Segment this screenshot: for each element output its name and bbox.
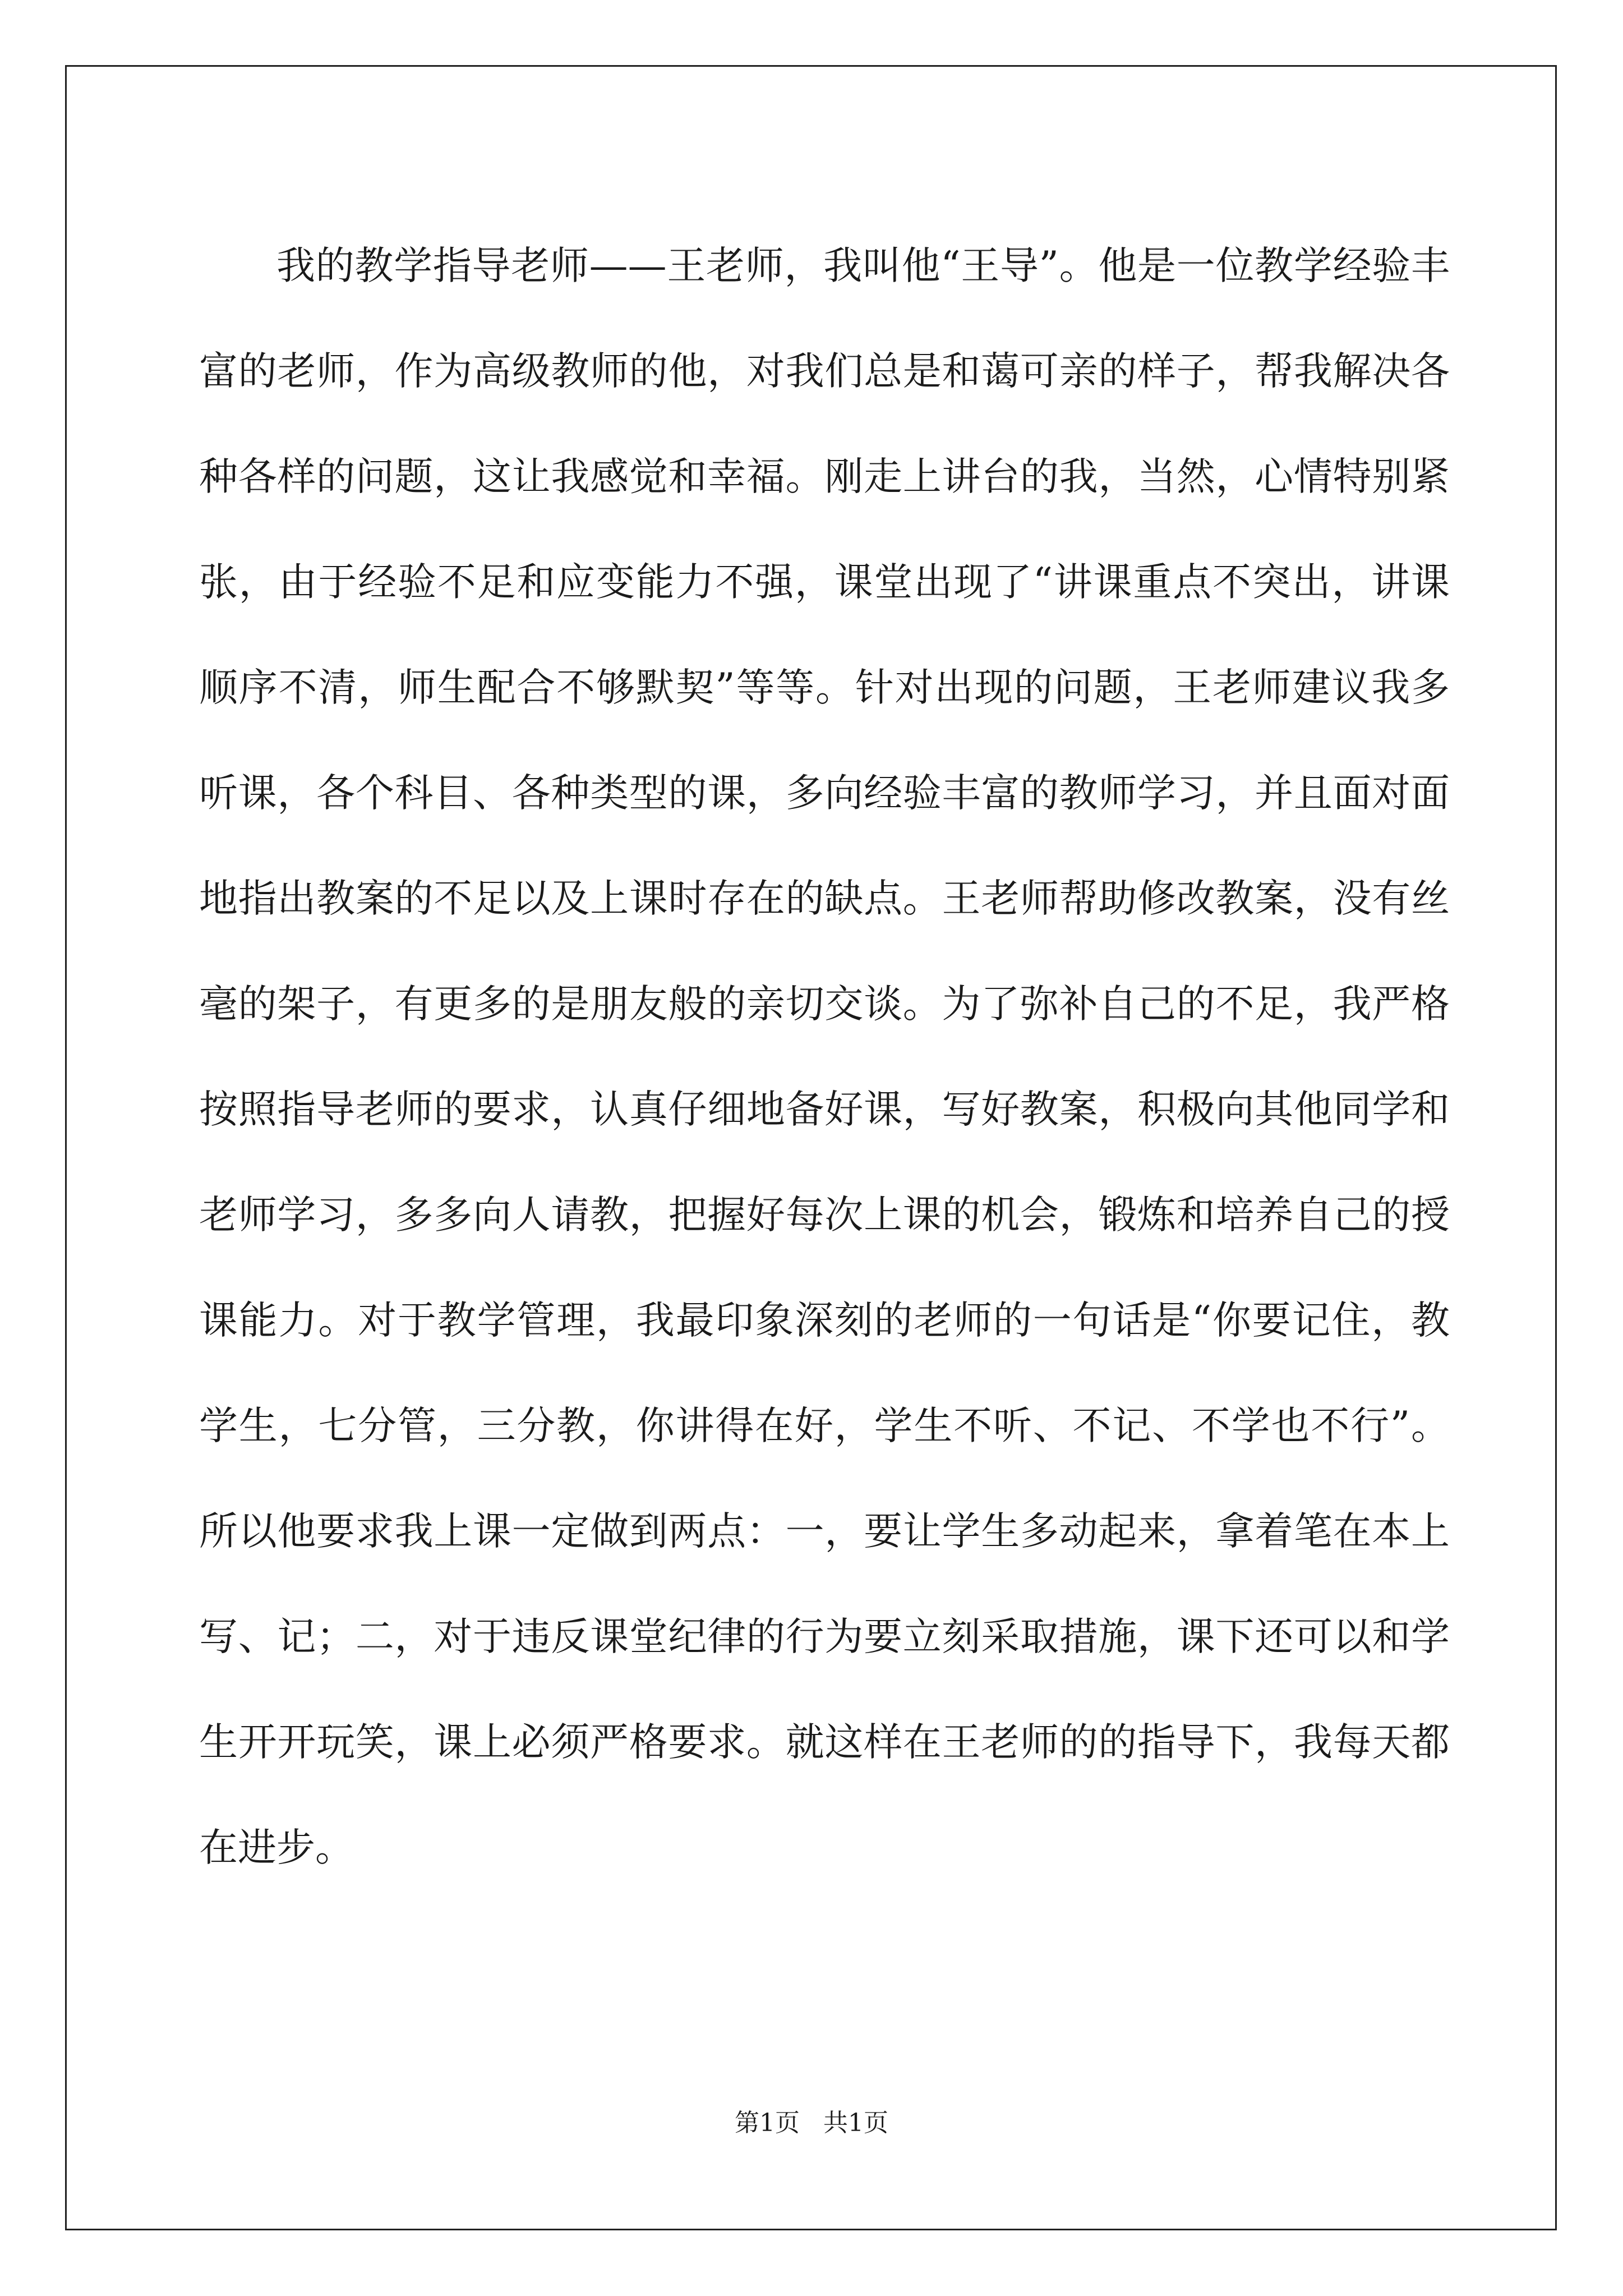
body-paragraph: 我的教学指导老师——王老师，我叫他“王导”。他是一位教学经验丰富的老师，作为高级教师的他，对我们总是和蔼可亲的样子，帮我解决各种各样的问题，这让我感觉和幸福。刚走上讲台的我，当然，心情特别紧张，由于经验不足和应变能力不强，课堂出现了“讲课重点不突出，讲课顺序不清，师生配合不够默契”等等。针对出现的问题，王老师建议我多听课，各个科目、各种类型的课，多向经验丰富的教师学习，并且面对面地指出教案的不足以及上课时存在的缺点。王老师帮助修改教案，没有丝毫的架子，有更多的是朋友般的亲切交谈。为了弥补自己的不足，我严格按照指导老师的要求，认真仔细地备好课，写好教案，积极向其他同学和老师学习，多多向人请教，把握好每次上课的机会，锻炼和培养自己的授课能力。对于教学管理，我最印象深刻的老师的一句话是“你要记住，教学生，七分管，三分教，你讲得在好，学生不听、不记、不学也不行”。所以他要求我上课一定做到两点：一，要让学生多动起来，拿着笔在本上写、记；二，对于违反课堂纪律的行为要立刻采取措施，课下还可以和学生开开玩笑，课上必须严格要求。就这样在王老师的的指导下，我每天都在进步。 xyxy=(199,243,1450,1870)
page-footer: 第1页 共1页 xyxy=(735,2109,888,2137)
